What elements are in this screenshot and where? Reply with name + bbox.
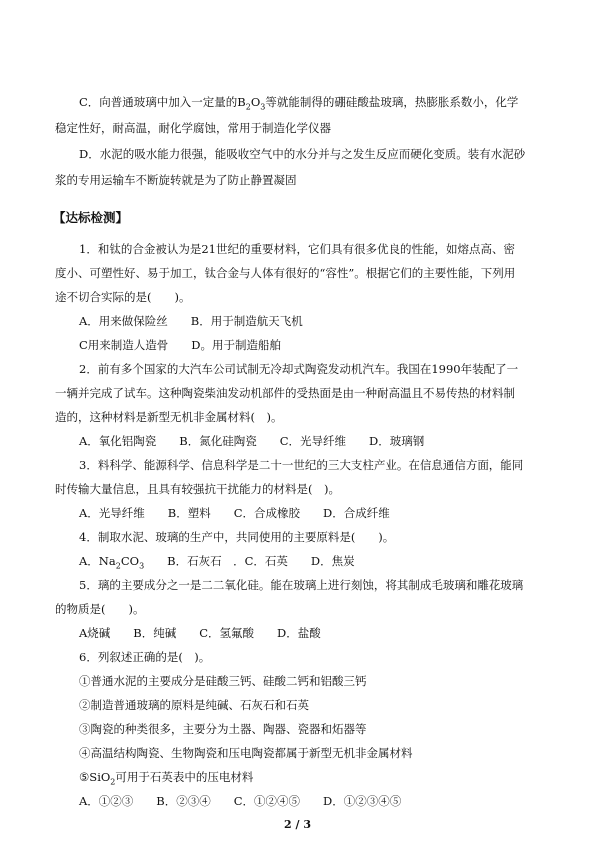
q5-options: A烧碱 B．纯碱 C．氢氟酸 D．盐酸: [79, 626, 321, 640]
q2-line2: 一辆并完成了试车。这种陶瓷柴油发动机部件的受热面是由一种耐高温且不易传热的材料制: [55, 386, 515, 400]
q2-line3: 造的，这种材料是新型无机非金属材料( )。: [55, 410, 283, 424]
q4-options: A．$Na_2CO_3$ B．石灰石 ．C．石英 D．焦炭: [79, 554, 355, 571]
q6-options: A．①②③ B．②③④ C．①②④⑤ D．①②③④⑤: [79, 794, 402, 808]
q6-statement-5: ⑤SiO$_2$可用于石英表中的压电材料: [79, 770, 254, 787]
page-number: 2 / 3: [284, 818, 311, 831]
q2-line1: 2．前有多个国家的大汽车公司试制无冷却式陶瓷发动机汽车。我国在1990年装配了一: [79, 362, 519, 376]
q5-line2: 的物质是( )。: [55, 602, 145, 616]
q6-statement-3: ③陶瓷的种类很多，主要分为土器、陶器、瓷器和炻器等: [79, 722, 367, 736]
intro-option-c-line2: 稳定性好，耐高温，耐化学腐蚀，常用于制造化学仪器: [55, 121, 331, 135]
q5-line1: 5．璃的主要成分之一是二二氧化硅。能在玻璃上进行刻蚀，将其制成毛玻璃和雕花玻璃: [79, 578, 524, 592]
section-title: 【达标检测】: [53, 210, 129, 225]
q1-options-cd: C用来制造人造骨 D。用于制造船舶: [79, 338, 282, 352]
q6-line1: 6．列叙述正确的是( )。: [79, 650, 211, 664]
intro-option-c-line1: C．向普通玻璃中加入一定量的$B_2O_3$等就能制得的硼硅酸盐玻璃，热膨胀系数小，化学: [79, 95, 519, 112]
q2-options: A．氧化铝陶瓷 B．氮化硅陶瓷 C．光导纤维 D．玻璃钢: [79, 434, 425, 448]
q1-options-ab: A．用来做保险丝 B．用于制造航天飞机: [79, 314, 303, 328]
q6-statement-1: ①普通水泥的主要成分是硅酸三钙、硅酸二钙和铝酸三钙: [79, 674, 367, 688]
q4-line1: 4．制取水泥、玻璃的生产中，共同使用的主要原料是( )。: [79, 530, 395, 544]
q6-statement-4: ④高温结构陶瓷、生物陶瓷和压电陶瓷都属于新型无机非金属材料: [79, 746, 413, 760]
q1-line2: 度小、可塑性好、易于加工，钛合金与人体有很好的“容性”。根据它们的主要性能，下列用: [55, 266, 516, 280]
q6-statement-2: ②制造普通玻璃的原料是纯碱、石灰石和石英: [79, 698, 309, 712]
q3-options: A．光导纤维 B．塑料 C．合成橡胶 D．合成纤维: [79, 506, 390, 520]
q1-line3: 途不切合实际的是( )。: [55, 290, 191, 304]
intro-option-d-line1: D．水泥的吸水能力很强，能吸收空气中的水分并与之发生反应而硬化变质。装有水泥砂: [79, 147, 526, 161]
intro-option-d-line2: 浆的专用运输车不断旋转就是为了防止静置凝固: [55, 173, 297, 187]
q3-line2: 时传输大量信息，且具有较强抗干扰能力的材料是( )。: [55, 482, 340, 496]
q3-line1: 3．料科学、能源科学、信息科学是二十一世纪的三大支柱产业。在信息通信方面，能同: [79, 458, 524, 472]
q1-line1: 1．和钛的合金被认为是21世纪的重要材料，它们具有很多优良的性能，如熔点高、密: [79, 242, 515, 256]
